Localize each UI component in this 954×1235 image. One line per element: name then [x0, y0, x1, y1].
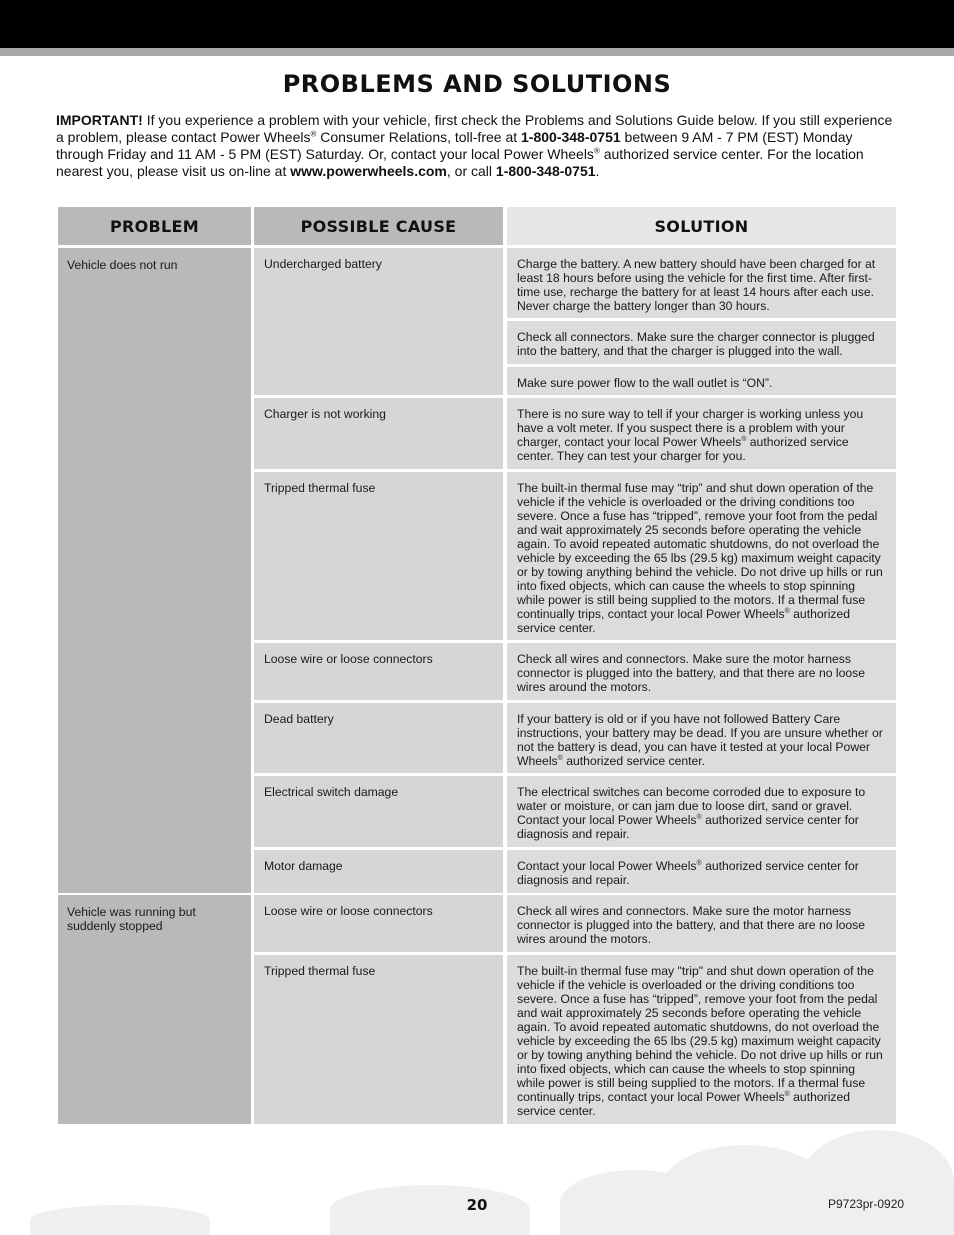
solution-cell — [507, 895, 896, 952]
registered-mark: ® — [784, 607, 790, 615]
cause-cell: Motor damage — [254, 850, 503, 893]
solution-text-after: authorized service center. They can test your charger for you. — [517, 435, 849, 463]
intro-text-5: , or call — [446, 163, 496, 179]
solution-cell — [507, 321, 896, 364]
cause-cell: Electrical switch damage — [254, 776, 503, 847]
solution-text: Contact your local Power Wheels — [517, 859, 697, 873]
solution-cell — [507, 472, 896, 640]
intro-text-1: If you experience a problem with your vehicle, first check the Problems and Solutions Guide below. If you still experience a problem, please contact Power Wheels — [56, 112, 893, 145]
page-number: 20 — [466, 1196, 488, 1214]
solution-text: The electrical switches can become corroded due to exposure to water or moisture, or can jam due to loose dirt, sand or gravel. Contact your local Power Wheels — [517, 785, 866, 827]
problem-cell: Vehicle was running but suddenly stopped — [58, 895, 251, 1124]
solution-text: Check all wires and connectors. Make sure the motor harness connector is plugged into the battery, and that there are no loose wires around the motors. — [517, 652, 866, 694]
solution-cell — [507, 398, 896, 469]
solution-cell — [507, 643, 896, 700]
cause-cell: Loose wire or loose connectors — [254, 643, 503, 700]
solution-text: There is no sure way to tell if your charger is working unless you have a volt meter. If you suspect there is a problem with your charger, contact your local Power Wheels — [517, 407, 864, 449]
solution-cell — [507, 703, 896, 773]
solution-cell — [507, 776, 896, 847]
registered-mark: ® — [310, 129, 317, 139]
registered-mark: ® — [784, 1090, 790, 1098]
solution-cell — [507, 955, 896, 1124]
solution-text-after: authorized service center for diagnosis and repair. — [517, 813, 859, 841]
mountain-shape — [800, 1130, 954, 1235]
phone-number-2: 1-800-348-0751 — [495, 163, 596, 179]
registered-mark: ® — [593, 146, 600, 156]
registered-mark: ® — [696, 859, 702, 867]
solution-text-after: authorized service center. — [562, 754, 706, 768]
part-code: P9723pr-0920 — [828, 1197, 905, 1211]
solution-text-after: authorized service center. — [517, 607, 851, 635]
intro-text-6: . — [595, 163, 600, 179]
page-title: PROBLEMS AND SOLUTIONS — [282, 70, 672, 98]
problem-cell: Vehicle does not run — [58, 248, 251, 893]
intro-text-3: between 9 AM - 7 PM (EST) Monday through Friday and 11 AM - 5 PM (EST) Saturday. Or, contact your local Power Wheels — [56, 129, 853, 162]
mountain-shape — [30, 1205, 210, 1235]
solution-text-after: authorized service center for diagnosis and repair. — [517, 859, 859, 887]
registered-mark: ® — [557, 754, 563, 762]
header-possible-cause: POSSIBLE CAUSE — [254, 207, 503, 245]
header-problem: PROBLEM — [58, 207, 251, 245]
solution-text: Charge the battery. A new battery should have been charged for at least 18 hours before using the vehicle for the first time. After first-time use, recharge the battery for at least 14 hours after each use. Never charge the battery longer than 30 hours. — [517, 257, 876, 313]
website-link[interactable]: www.powerwheels.com — [290, 163, 447, 179]
solution-text: The built-in thermal fuse may “trip” and shut down operation of the vehicle if the vehicle is overloaded or the driving conditions too severe. Once a fuse has “tripped”, remove your foot from the pedal and wait approximately 25 seconds before operating the vehicle again. To avoid repeated automatic shutdowns, do not overload the vehicle by exceeding the 65 lbs (29.5 kg) maximum weight capacity or by towing anything behind the vehicle. Do not drive up hills or run into fixed objects, which can cause the wheels to stop spinning while power is still being supplied to the motors. If a thermal fuse continually trips, contact your local Power Wheels — [517, 481, 883, 621]
intro-text-4: authorized service center. For the location nearest you, please visit us on-line at — [56, 146, 864, 179]
solution-text: Check all connectors. Make sure the charger connector is plugged into the battery, and that the charger is plugged into the wall. — [517, 330, 875, 358]
intro-text-2: Consumer Relations, toll-free at — [316, 129, 522, 145]
solution-text-after: authorized service center. — [517, 1090, 851, 1118]
cause-cell: Dead battery — [254, 703, 503, 773]
cause-cell: Loose wire or loose connectors — [254, 895, 503, 952]
important-label: IMPORTANT! — [56, 112, 143, 128]
top-bar-stripe — [0, 48, 954, 56]
phone-number: 1-800-348-0751 — [521, 129, 621, 145]
solution-cell — [507, 367, 896, 395]
intro-paragraph — [56, 112, 896, 180]
solution-text: Make sure power flow to the wall outlet is “ON”. — [517, 376, 773, 390]
top-bar — [0, 0, 954, 48]
solution-cell — [507, 248, 896, 318]
cause-cell: Undercharged battery — [254, 248, 503, 395]
solution-text: If your battery is old or if you have not followed Battery Care instructions, your battery may be dead. If you are unsure whether or not the battery is dead, you can have it tested at your local Power Wheels — [517, 712, 883, 768]
registered-mark: ® — [741, 435, 747, 443]
cause-cell: Charger is not working — [254, 398, 503, 469]
solution-text: Check all wires and connectors. Make sure the motor harness connector is plugged into the battery, and that there are no loose wires around the motors. — [517, 904, 866, 946]
solution-cell — [507, 850, 896, 893]
cause-cell: Tripped thermal fuse — [254, 955, 503, 1124]
cause-cell: Tripped thermal fuse — [254, 472, 503, 640]
registered-mark: ® — [696, 813, 702, 821]
solution-text: The built-in thermal fuse may "trip" and shut down operation of the vehicle if the vehicle is overloaded or the driving conditions too severe. Once a fuse has “tripped”, remove your foot from the pedal and wait approximately 25 seconds before operating the vehicle again. To avoid repeated automatic shutdowns, do not overload the vehicle by exceeding the 65 lbs (29.5 kg) maximum weight capacity or by towing anything behind the vehicle. Do not drive up hills or run into fixed objects, which can cause the wheels to stop spinning while power is still being supplied to the motors. If a thermal fuse continually trips, contact your local Power Wheels — [517, 964, 883, 1104]
header-solution: SOLUTION — [507, 207, 896, 245]
